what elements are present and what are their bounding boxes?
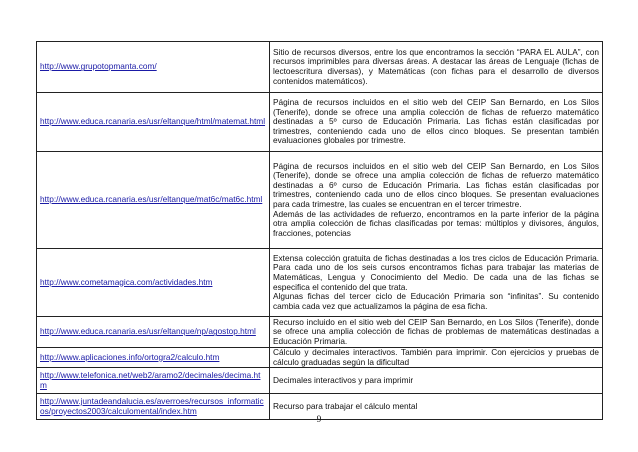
description-cell (270, 368, 603, 394)
resource-link[interactable]: http://www.telefonica.net/web2/aramo2/decimales/decima.htm (40, 370, 261, 390)
description-cell (270, 152, 603, 249)
description-paragraph: Recurso incluido en el sitio web del CEIP San Bernardo, en Los Silos (Tenerife), donde se ofrece una amplia colección de fichas de problemas de matemáticas destinadas a Educación Primaria. (273, 316, 599, 346)
description-paragraph: Página de recursos incluidos en el sitio web del CEIP San Bernardo, en Los Silos (Tenerife), donde se ofrece una amplia colección de fichas de refuerzo matemático destinadas a 6º curso de Educación Primaria. Las fichas están clasificadas por trimestres, conteniendo cada uno de ellos cinco bloques. Se presentan evaluaciones para cada trimestre, las cuales se encuentran en el tercer trimestre. (273, 160, 599, 209)
description-cell (270, 348, 603, 368)
table-row (37, 348, 603, 368)
description-paragraph: Además de las actividades de refuerzo, encontramos en la parte inferior de la página otra amplia colección de fichas clasificadas por temas: múltiplos y divisores, ángulos, fracciones, potencias (273, 208, 599, 238)
description-cell (270, 42, 603, 93)
table-row (37, 42, 603, 93)
url-cell (37, 152, 270, 249)
description-paragraph: Extensa colección gratuita de fichas destinadas a los tres ciclos de Educación Primaria. Para cada uno de los seis cursos encontramos fichas para trabajar las materias de Matemáticas, Lengua y Conocimiento del Medio. De cada una de las fichas se especifica el contenido del que trata. (273, 252, 599, 292)
page-number: 9 (316, 414, 322, 424)
url-cell (37, 93, 270, 152)
resource-link[interactable]: http://www.grupotopmanta.com/ (40, 61, 157, 72)
description-paragraph: Cálculo y decimales interactivos. También para imprimir. Con ejercicios y pruebas de cálculo graduadas según la dificultad (273, 347, 599, 367)
description-cell (270, 249, 603, 317)
resource-link[interactable]: http://www.educa.rcanaria.es/usr/eltanque/mat6c/mat6c.html (40, 194, 263, 205)
url-cell (37, 368, 270, 394)
resource-link[interactable]: http://www.juntadeandalucia.es/averroes/recursos_informaticos/proyectos2003/calculomental/index.htm (40, 396, 264, 416)
description-text (273, 318, 599, 347)
description-text (273, 254, 599, 312)
description-text (273, 348, 599, 367)
resources-table-body (37, 42, 603, 420)
url-cell (37, 317, 270, 348)
description-text (273, 48, 599, 86)
resources-table (36, 41, 603, 420)
description-text (273, 402, 599, 412)
resource-link[interactable]: http://www.aplicaciones.info/ortogra2/calculo.htm (40, 351, 220, 362)
description-text (273, 162, 599, 239)
description-text (273, 376, 599, 386)
url-cell (37, 249, 270, 317)
url-cell (37, 348, 270, 368)
description-text (273, 98, 599, 146)
resource-link[interactable]: http://www.educa.rcanaria.es/usr/eltanque/np/agostop.html (40, 326, 256, 337)
description-paragraph: Algunas fichas del tercer ciclo de Educación Primaria son “infinitas”. Su contenido cambia cada vez que actualizamos la página de esa ficha. (273, 291, 599, 311)
description-paragraph: Recurso para trabajar el cálculo mental (273, 400, 418, 411)
table-row (37, 249, 603, 317)
description-cell (270, 317, 603, 348)
description-cell (270, 93, 603, 152)
description-paragraph: Sitio de recursos diversos, entre los que encontramos la sección “PARA EL AULA”, con recursos imprimibles para diversas áreas. A destacar las áreas de Lenguaje (fichas de lectoescritura diversas), y Matemáticas (con fichas para el desarrollo de diversos contenidos matemáticos). (273, 46, 599, 86)
description-paragraph: Página de recursos incluidos en el sitio web del CEIP San Bernardo, en Los Silos (Tenerife), donde se ofrece una amplia colección de fichas de refuerzo matemático destinadas a 5º curso de Educación Primaria. Las fichas están clasificadas por trimestres, conteniendo cada uno de ellos cinco bloques. Se presentan también evaluaciones globales por trimestre. (273, 97, 599, 146)
table-row (37, 368, 603, 394)
table-row (37, 152, 603, 249)
description-paragraph: Decimales interactivos y para imprimir (273, 374, 414, 385)
resource-link[interactable]: http://www.cometamagica.com/actividades.htm (40, 276, 213, 287)
resource-link[interactable]: http://www.educa.rcanaria.es/usr/eltanque/html/matemat.html (40, 116, 266, 127)
url-cell (37, 42, 270, 93)
table-row (37, 317, 603, 348)
table-row (37, 93, 603, 152)
